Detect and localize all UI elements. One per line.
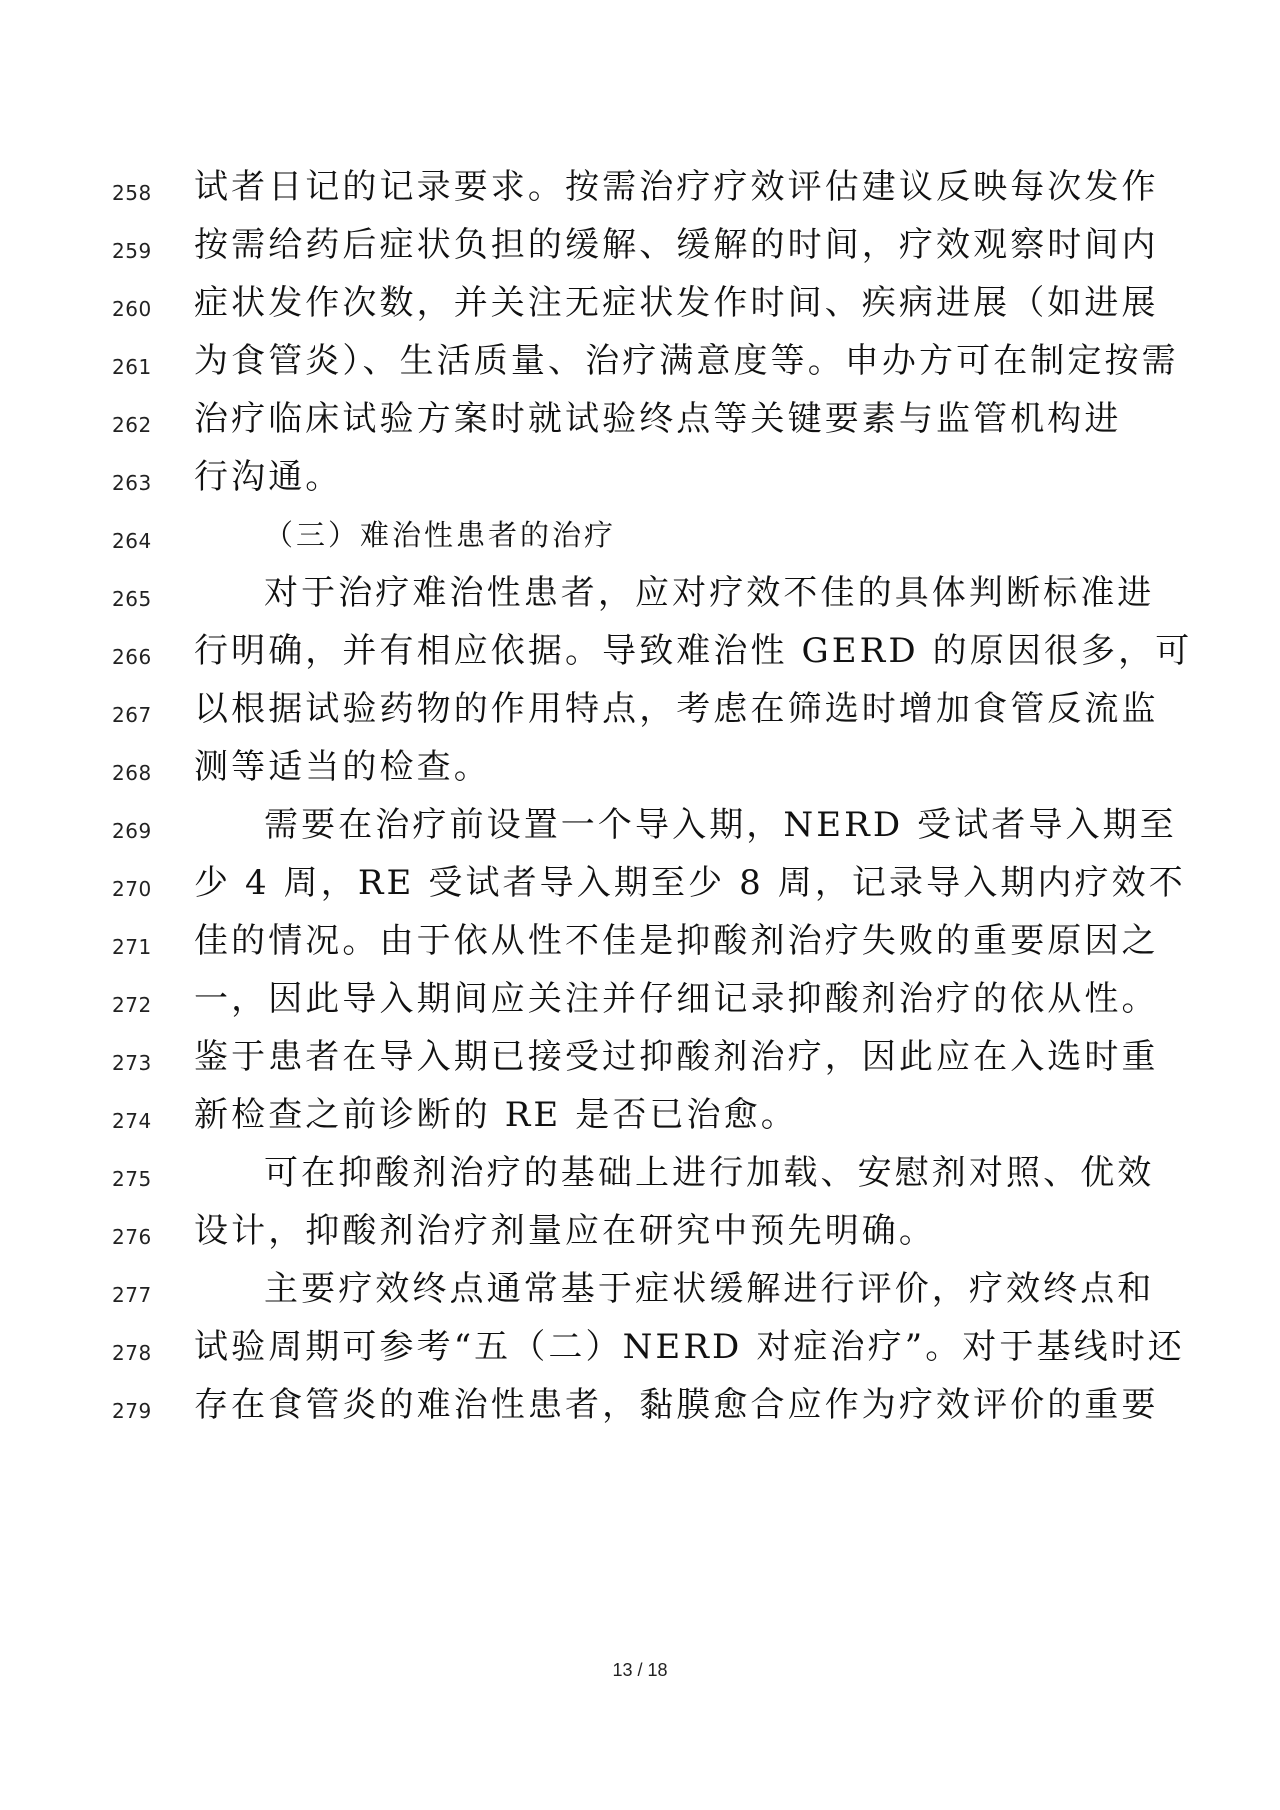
document-line — [0, 1323, 1280, 1383]
document-line — [0, 395, 1280, 455]
line-number: 275 — [112, 1167, 152, 1191]
line-text: 以根据试验药物的作用特点，考虑在筛选时增加食管反流监 — [194, 689, 1159, 729]
document-line — [0, 1381, 1280, 1441]
line-text: 新检查之前诊断的 RE 是否已治愈。 — [194, 1095, 798, 1135]
document-line — [0, 569, 1280, 629]
document-line — [0, 221, 1280, 281]
line-number: 263 — [112, 471, 152, 495]
document-line — [0, 627, 1280, 687]
line-text: 按需给药后症状负担的缓解、缓解的时间，疗效观察时间内 — [194, 225, 1159, 265]
line-number: 259 — [112, 239, 152, 263]
line-number: 270 — [112, 877, 152, 901]
line-number: 266 — [112, 645, 152, 669]
page-number: 13 / 18 — [612, 1660, 668, 1680]
line-text: 存在食管炎的难治性患者，黏膜愈合应作为疗效评价的重要 — [194, 1385, 1159, 1425]
line-number: 262 — [112, 413, 152, 437]
document-line — [0, 917, 1280, 977]
document-line — [0, 685, 1280, 745]
line-text: 测等适当的检查。 — [194, 747, 491, 787]
line-number: 274 — [112, 1109, 152, 1133]
document-line — [0, 743, 1280, 803]
line-number: 264 — [112, 529, 152, 553]
line-number: 265 — [112, 587, 152, 611]
document-line — [0, 1149, 1280, 1209]
document-line — [0, 859, 1280, 919]
line-number: 258 — [112, 181, 152, 205]
line-number: 276 — [112, 1225, 152, 1249]
line-text: 鉴于患者在导入期已接受过抑酸剂治疗，因此应在入选时重 — [194, 1037, 1159, 1077]
line-text: 设计，抑酸剂治疗剂量应在研究中预先明确。 — [194, 1211, 936, 1251]
line-text: 主要疗效终点通常基于症状缓解进行评价，疗效终点和 — [264, 1269, 1155, 1309]
line-number: 279 — [112, 1399, 152, 1423]
document-line — [0, 801, 1280, 861]
line-text: 症状发作次数，并关注无症状发作时间、疾病进展（如进展 — [194, 283, 1159, 323]
document-line — [0, 337, 1280, 397]
document-line — [0, 1091, 1280, 1151]
line-text: 佳的情况。由于依从性不佳是抑酸剂治疗失败的重要原因之 — [194, 921, 1159, 961]
line-number: 269 — [112, 819, 152, 843]
line-number: 278 — [112, 1341, 152, 1365]
line-number: 261 — [112, 355, 152, 379]
line-text: 试验周期可参考“五（二）NERD 对症治疗”。对于基线时还 — [194, 1327, 1185, 1367]
line-number: 273 — [112, 1051, 152, 1075]
line-number: 267 — [112, 703, 152, 727]
line-text: 一，因此导入期间应关注并仔细记录抑酸剂治疗的依从性。 — [194, 979, 1159, 1019]
line-text: 行沟通。 — [194, 457, 343, 497]
document-line — [0, 1207, 1280, 1267]
document-line — [0, 279, 1280, 339]
line-number: 277 — [112, 1283, 152, 1307]
line-text: 可在抑酸剂治疗的基础上进行加载、安慰剂对照、优效 — [264, 1153, 1155, 1193]
line-text: 治疗临床试验方案时就试验终点等关键要素与监管机构进 — [194, 399, 1122, 439]
line-number: 271 — [112, 935, 152, 959]
document-line — [0, 453, 1280, 513]
section-heading: （三）难治性患者的治疗 — [264, 518, 617, 552]
line-text: 需要在治疗前设置一个导入期，NERD 受试者导入期至 — [264, 805, 1177, 845]
document-line — [0, 511, 1280, 571]
line-text: 为食管炎）、生活质量、治疗满意度等。申办方可在制定按需 — [194, 341, 1179, 381]
document-line — [0, 1033, 1280, 1093]
line-number: 268 — [112, 761, 152, 785]
line-text: 少 4 周，RE 受试者导入期至少 8 周，记录导入期内疗效不 — [194, 863, 1186, 903]
line-number: 272 — [112, 993, 152, 1017]
document-line — [0, 1265, 1280, 1325]
line-text: 行明确，并有相应依据。导致难治性 GERD 的原因很多，可 — [194, 631, 1193, 671]
line-text: 对于治疗难治性患者，应对疗效不佳的具体判断标准进 — [264, 573, 1155, 613]
line-number: 260 — [112, 297, 152, 321]
document-line — [0, 163, 1280, 223]
document-line — [0, 975, 1280, 1035]
line-text: 试者日记的记录要求。按需治疗疗效评估建议反映每次发作 — [194, 167, 1159, 207]
